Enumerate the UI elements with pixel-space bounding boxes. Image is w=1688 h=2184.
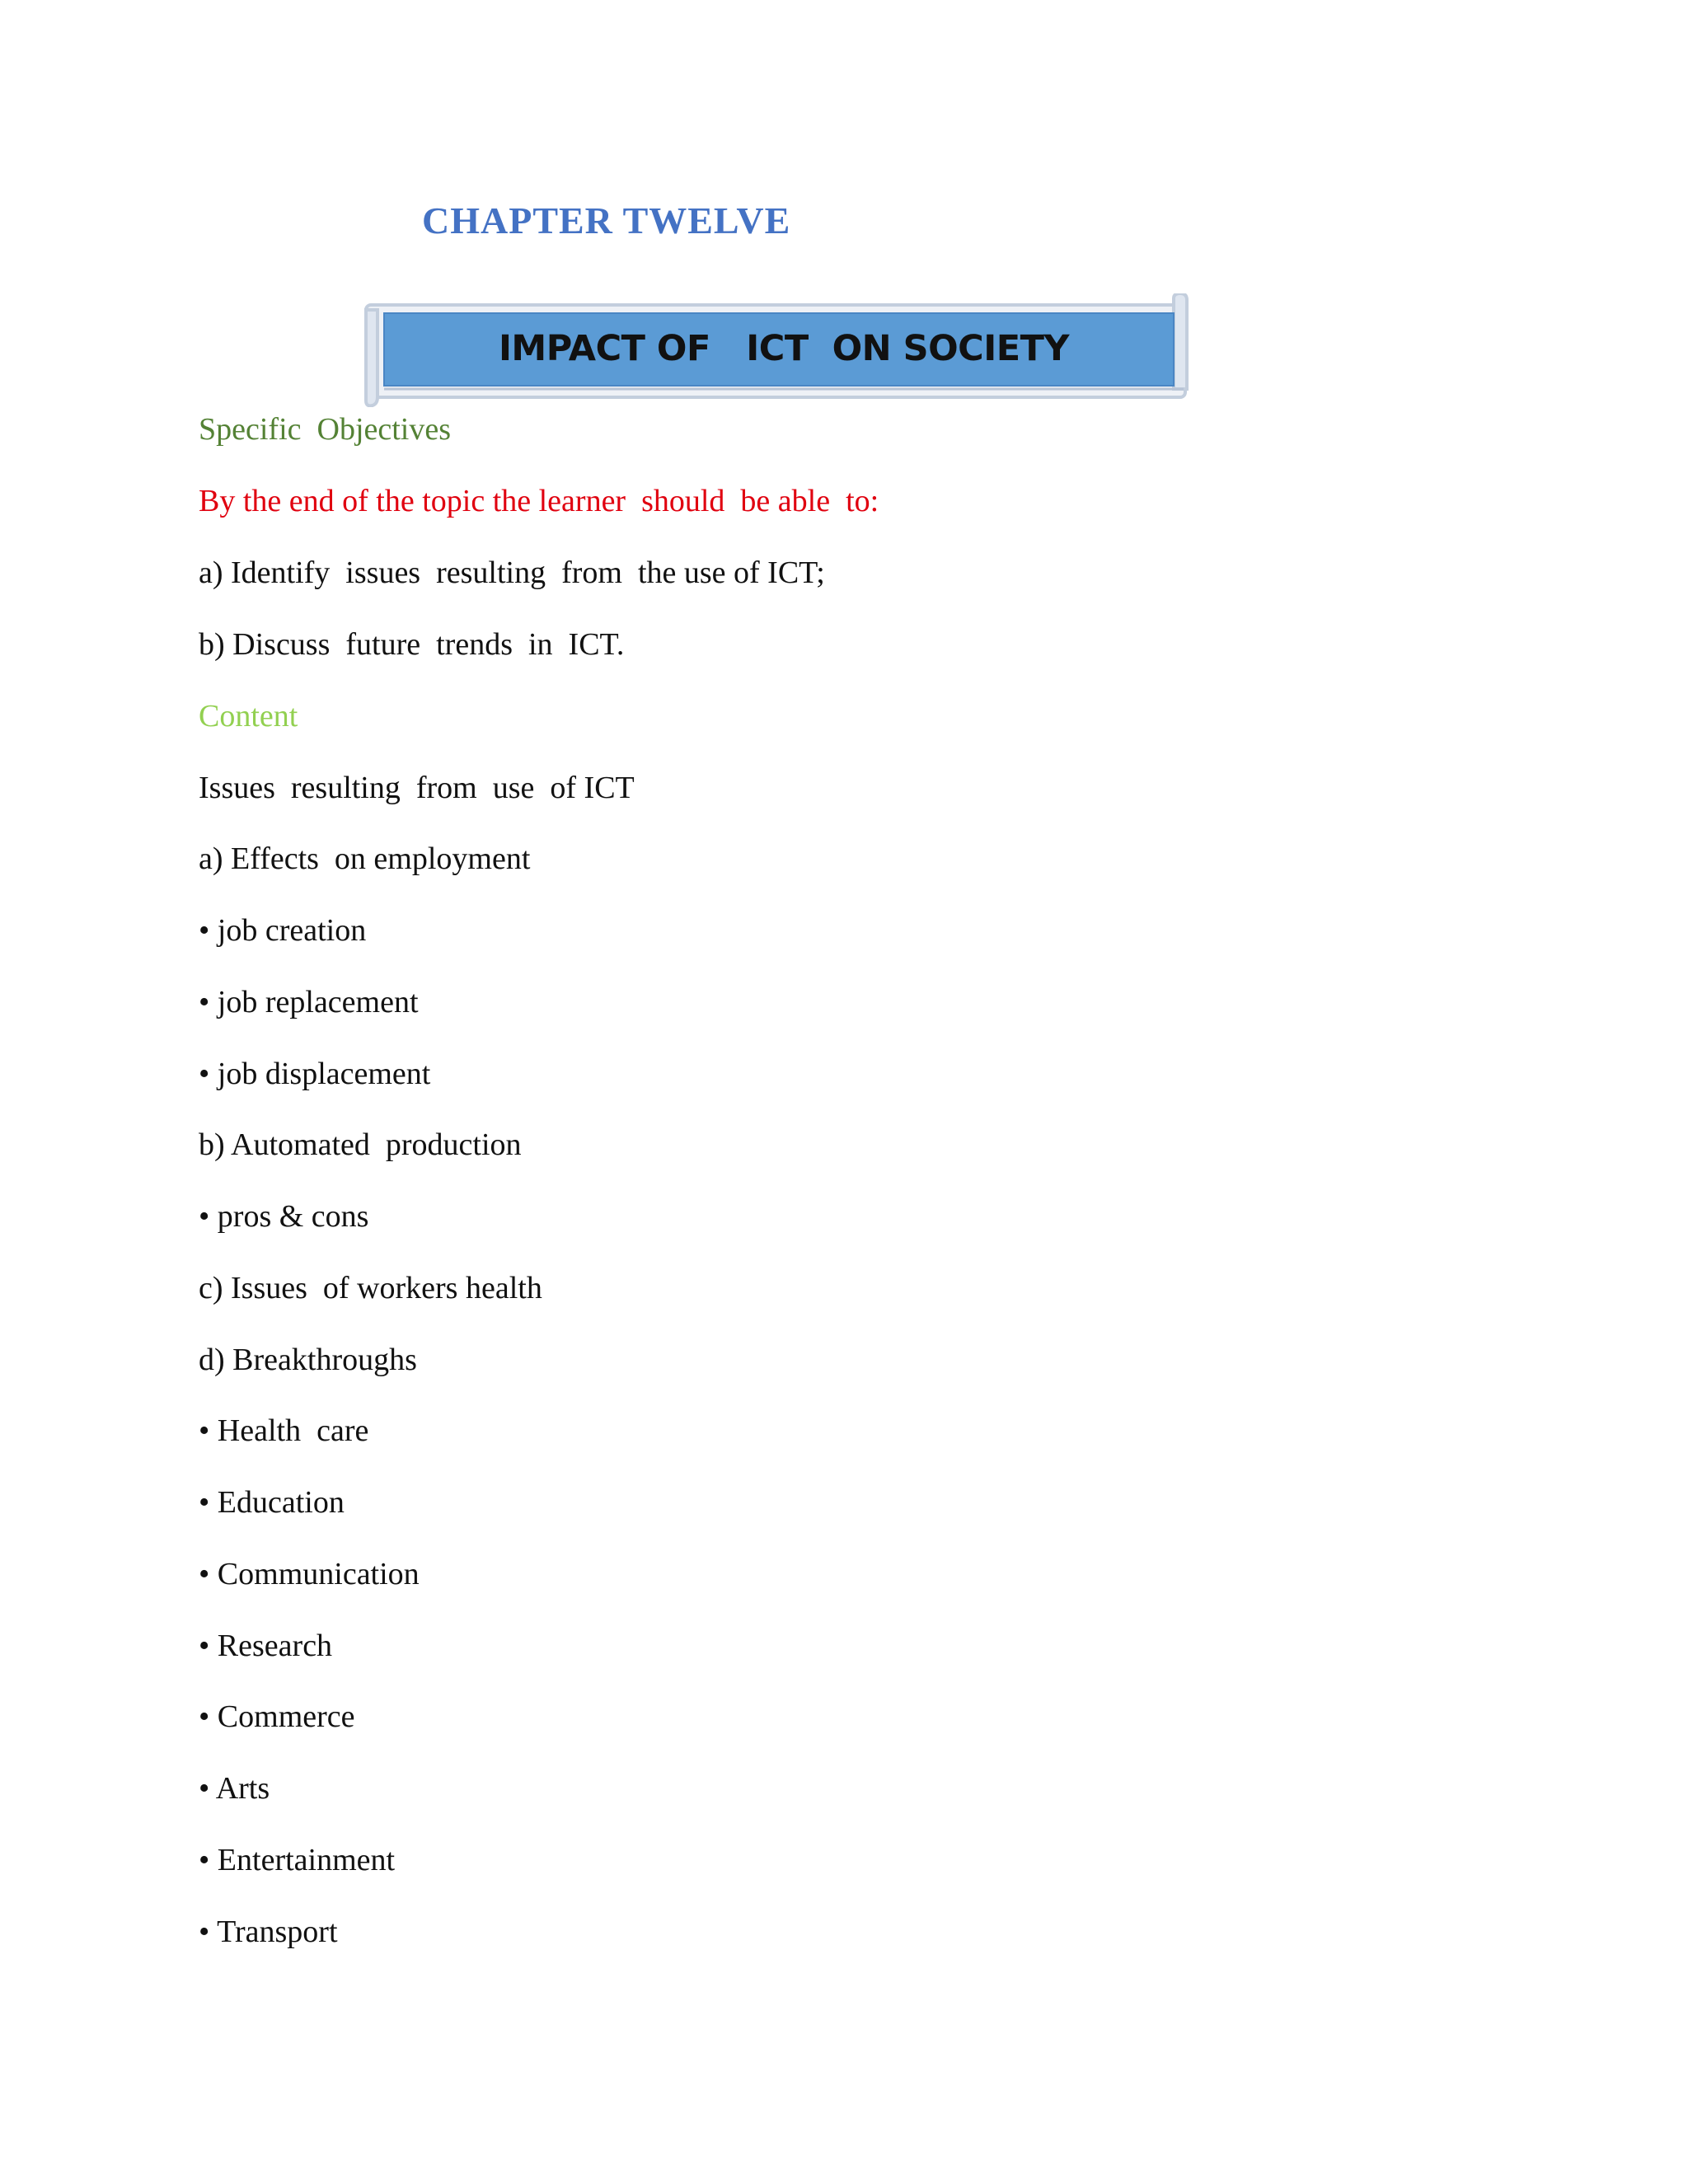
list-item: • Entertainment <box>199 1843 396 1877</box>
content-subheading: d) Breakthroughs <box>199 1343 417 1377</box>
list-item: • Research <box>199 1629 333 1663</box>
list-item: • Arts <box>199 1771 270 1806</box>
list-item: • Transport <box>199 1915 338 1949</box>
topic-banner <box>359 293 1192 407</box>
list-item: • Health care <box>199 1413 369 1448</box>
list-item: • job replacement <box>199 985 419 1019</box>
content-heading: Content <box>199 699 298 733</box>
list-item: • Communication <box>199 1557 420 1591</box>
content-subheading: b) Automated production <box>199 1127 522 1162</box>
objective-item: b) Discuss future trends in ICT. <box>199 627 625 662</box>
chapter-title: CHAPTER TWELVE <box>422 199 791 241</box>
content-section-title: Issues resulting from use of ICT <box>199 771 635 805</box>
list-item: • job creation <box>199 913 367 948</box>
banner-title: IMPACT OF ICT ON SOCIETY <box>498 328 1070 369</box>
content-subheading: c) Issues of workers health <box>199 1271 542 1305</box>
list-item: • pros & cons <box>199 1199 369 1234</box>
objective-item: a) Identify issues resulting from the use of ICT; <box>199 555 825 590</box>
objectives-intro: By the end of the topic the learner should be able to: <box>199 484 879 518</box>
list-item: • Education <box>199 1485 345 1520</box>
list-item: • Commerce <box>199 1699 355 1734</box>
objectives-heading: Specific Objectives <box>199 412 452 447</box>
list-item: • job displacement <box>199 1057 431 1091</box>
content-subheading: a) Effects on employment <box>199 841 531 876</box>
